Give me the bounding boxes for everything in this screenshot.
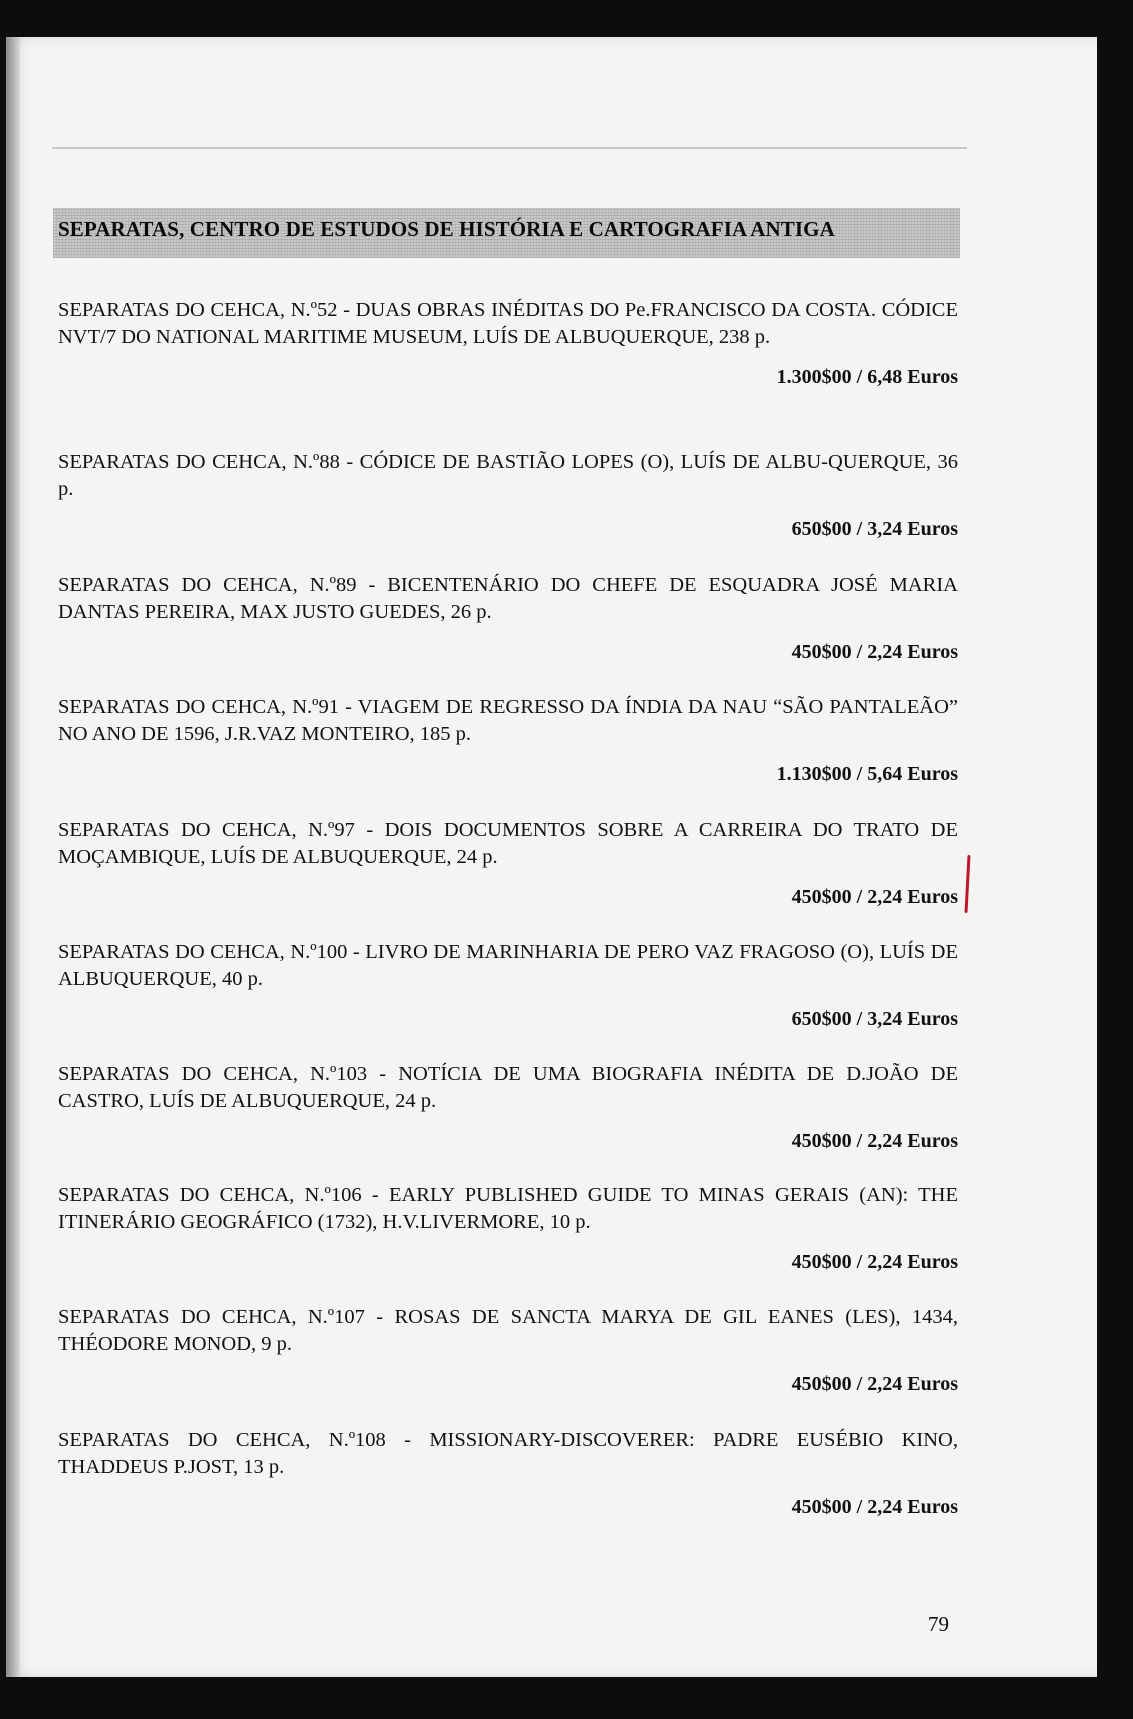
catalog-page	[6, 37, 1097, 1677]
entry-price: 450$00 / 2,24 Euros	[791, 641, 958, 663]
catalog-entry	[58, 572, 958, 665]
catalog-entry	[58, 1304, 958, 1397]
entry-price: 450$00 / 2,24 Euros	[791, 886, 958, 908]
red-pen-mark	[964, 855, 970, 913]
entry-price: 1.130$00 / 5,64 Euros	[776, 763, 958, 785]
entry-price: 450$00 / 2,24 Euros	[791, 1496, 958, 1518]
entry-description: SEPARATAS DO CEHCA, N.º103 - NOTÍCIA DE UMA BIOGRAFIA INÉDITA DE D.JOÃO DE CASTRO, LUÍS DE ALBUQUERQUE, 24 p.	[58, 1063, 958, 1112]
entry-description: SEPARATAS DO CEHCA, N.º106 - EARLY PUBLISHED GUIDE TO MINAS GERAIS (AN): THE ITINERÁRIO GEOGRÁFICO (1732), H.V.LIVERMORE, 10 p.	[58, 1184, 958, 1233]
entry-price: 450$00 / 2,24 Euros	[791, 1373, 958, 1395]
catalog-entry	[58, 939, 958, 1032]
catalog-entry	[58, 817, 958, 910]
header-rule	[52, 147, 967, 149]
catalog-entry	[58, 449, 958, 542]
catalog-entry	[58, 1427, 958, 1520]
entry-description: SEPARATAS DO CEHCA, N.º97 - DOIS DOCUMENTOS SOBRE A CARREIRA DO TRATO DE MOÇAMBIQUE, LUÍS DE ALBUQUERQUE, 24 p.	[58, 819, 958, 868]
catalog-entry	[58, 1061, 958, 1154]
entry-price: 650$00 / 3,24 Euros	[791, 1008, 958, 1030]
page-binding-edge	[6, 37, 20, 1677]
catalog-entry	[58, 297, 958, 390]
entry-price: 450$00 / 2,24 Euros	[791, 1130, 958, 1152]
entry-price: 650$00 / 3,24 Euros	[791, 518, 958, 540]
entry-description: SEPARATAS DO CEHCA, N.º88 - CÓDICE DE BASTIÃO LOPES (O), LUÍS DE ALBU-QUERQUE, 36 p.	[58, 451, 958, 500]
entry-price: 1.300$00 / 6,48 Euros	[776, 366, 958, 388]
entry-description: SEPARATAS DO CEHCA, N.º52 - DUAS OBRAS INÉDITAS DO Pe.FRANCISCO DA COSTA. CÓDICE NVT/7 DO NATIONAL MARITIME MUSEUM, LUÍS DE ALBUQUERQUE, 238 p.	[58, 299, 958, 348]
entry-price: 450$00 / 2,24 Euros	[791, 1251, 958, 1273]
catalog-entry	[58, 1182, 958, 1275]
catalog-entry	[58, 694, 958, 787]
entry-description: SEPARATAS DO CEHCA, N.º107 - ROSAS DE SANCTA MARYA DE GIL EANES (LES), 1434, THÉODORE MONOD, 9 p.	[58, 1306, 958, 1355]
entry-description: SEPARATAS DO CEHCA, N.º91 - VIAGEM DE REGRESSO DA ÍNDIA DA NAU “SÃO PANTALEÃO” NO ANO DE 1596, J.R.VAZ MONTEIRO, 185 p.	[58, 696, 958, 745]
entry-description: SEPARATAS DO CEHCA, N.º89 - BICENTENÁRIO DO CHEFE DE ESQUADRA JOSÉ MARIA DANTAS PEREIRA, MAX JUSTO GUEDES, 26 p.	[58, 574, 958, 623]
section-title: SEPARATAS, CENTRO DE ESTUDOS DE HISTÓRIA E CARTOGRAFIA ANTIGA	[58, 217, 835, 241]
page-number: 79	[928, 1612, 949, 1636]
entry-description: SEPARATAS DO CEHCA, N.º100 - LIVRO DE MARINHARIA DE PERO VAZ FRAGOSO (O), LUÍS DE ALBUQUERQUE, 40 p.	[58, 941, 958, 990]
entry-description: SEPARATAS DO CEHCA, N.º108 - MISSIONARY-DISCOVERER: PADRE EUSÉBIO KINO, THADDEUS P.JOST, 13 p.	[58, 1429, 958, 1478]
